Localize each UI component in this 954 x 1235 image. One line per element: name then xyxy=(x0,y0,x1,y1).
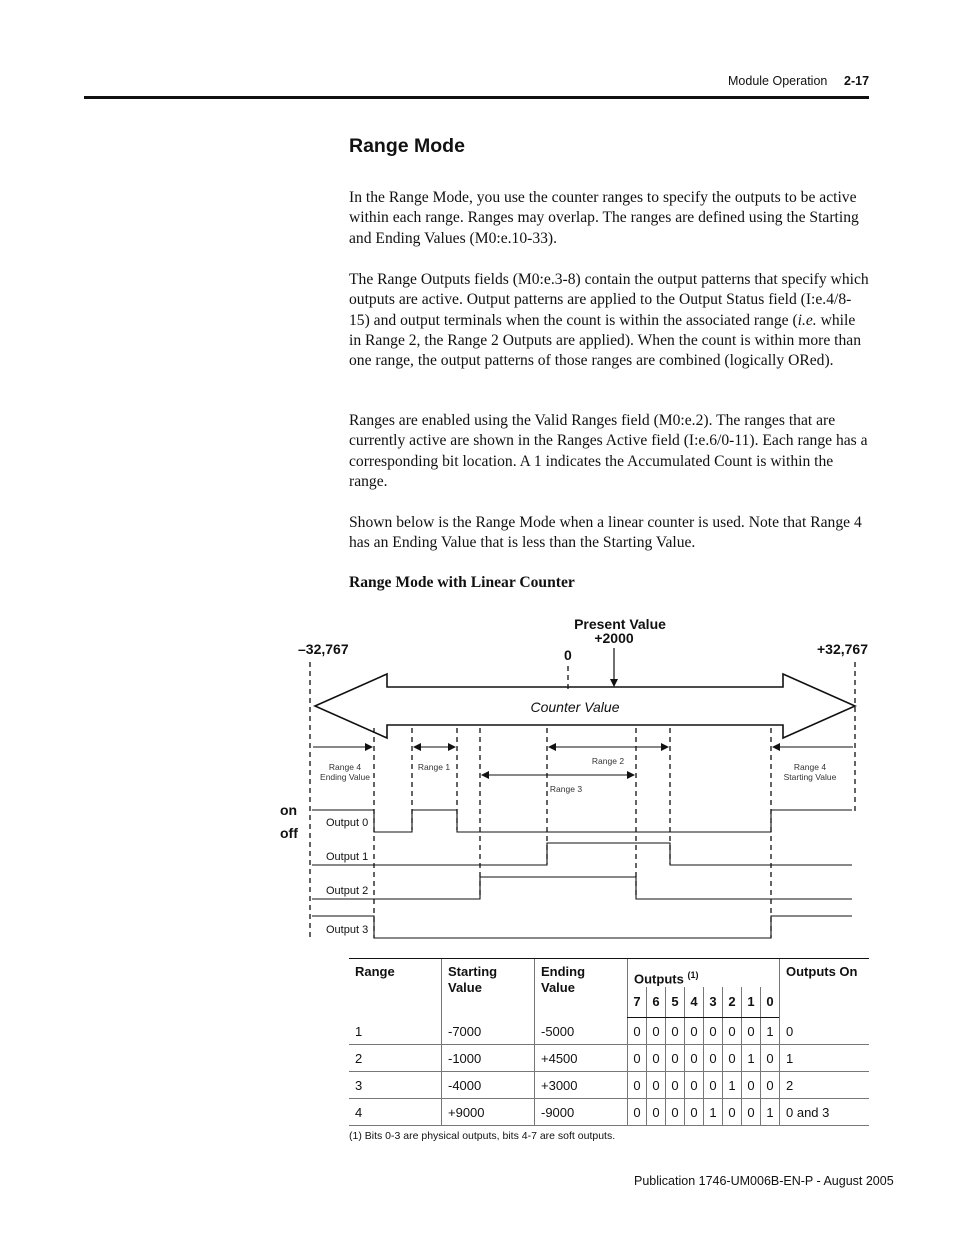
bit-header: 0 xyxy=(761,987,780,1018)
table-row xyxy=(349,1045,869,1072)
cell-bit: 1 xyxy=(723,1072,742,1099)
cell-bit: 0 xyxy=(685,1045,704,1072)
cell-range: 3 xyxy=(349,1072,442,1099)
cell-bit: 0 xyxy=(704,1072,723,1099)
bit-header: 1 xyxy=(742,987,761,1018)
table-row xyxy=(349,1072,869,1099)
cell-bit: 0 xyxy=(628,1099,647,1126)
range2-label: Range 2 xyxy=(591,756,625,766)
present-value-label: Present Value xyxy=(574,616,666,632)
cell-bit: 0 xyxy=(723,1045,742,1072)
cell-start: -7000 xyxy=(442,1018,535,1045)
paragraph-3: Ranges are enabled using the Valid Ranges field (M0:e.2). The ranges that are currently active are shown in the Ranges Active field (I:e.6/0-11). Each range has a corresponding bit location. A 1 indicates the Accumulated Count is within the range. xyxy=(349,412,868,490)
cell-end: -9000 xyxy=(535,1099,628,1126)
range3-label: Range 3 xyxy=(549,784,583,794)
col-range-header: Range xyxy=(349,959,442,1018)
cell-bit: 0 xyxy=(628,1045,647,1072)
cell-bit: 0 xyxy=(704,1018,723,1045)
cell-bit: 0 xyxy=(742,1099,761,1126)
cell-bit: 0 xyxy=(647,1018,666,1045)
header-page-number: 2-17 xyxy=(844,74,870,88)
table-row xyxy=(349,1018,869,1045)
cell-bit: 0 xyxy=(666,1018,685,1045)
cell-bit: 1 xyxy=(704,1099,723,1126)
paragraph-1: In the Range Mode, you use the counter ranges to specify the outputs to be active within each range. Ranges may overlap. The ranges are defined using the Starting and Ending Values (M0:e.10-33). xyxy=(349,189,859,247)
cell-bit: 0 xyxy=(647,1099,666,1126)
cell-bit: 0 xyxy=(666,1045,685,1072)
output3-label: Output 3 xyxy=(326,924,369,936)
bit-header: 3 xyxy=(704,987,723,1018)
output0-label: Output 0 xyxy=(326,817,369,829)
figure-title: Range Mode with Linear Counter xyxy=(349,574,575,591)
cell-bit: 1 xyxy=(761,1099,780,1126)
cell-end: -5000 xyxy=(535,1018,628,1045)
paragraph-2: The Range Outputs fields (M0:e.3-8) contain the output patterns that specify which outputs are active. Output patterns are applied to the Output Status field (I:e.4/8-15) and output terminals when the count is within the associated range (i.e. while in Range 2, the Range 2 Outputs are applied). When the count is within more than one range, the output patterns of those ranges are combined (logically ORed). xyxy=(349,271,869,370)
counter-value-label: Counter Value xyxy=(530,699,620,715)
range1-label: Range 1 xyxy=(417,762,451,772)
col-outputs-header: Outputs $^{(1)}$ xyxy=(628,959,780,988)
range4-start-label-2: Starting Value xyxy=(783,772,837,782)
cell-bit: 0 xyxy=(685,1072,704,1099)
cell-end: +3000 xyxy=(535,1072,628,1099)
publication-footer: Publication 1746-UM006B-EN-P - August 2005 xyxy=(634,1174,894,1188)
cell-bit: 0 xyxy=(704,1045,723,1072)
cell-outputs-on: 1 xyxy=(780,1045,870,1072)
zero-label: 0 xyxy=(564,647,572,663)
col-start-header: Starting Value xyxy=(442,959,535,1018)
output2-label: Output 2 xyxy=(326,885,369,897)
cell-bit: 0 xyxy=(742,1018,761,1045)
cell-bit: 1 xyxy=(761,1018,780,1045)
bit-header: 5 xyxy=(666,987,685,1018)
off-label: off xyxy=(280,825,298,841)
header-section: Module Operation xyxy=(728,74,828,88)
present-value-number: +2000 xyxy=(594,630,634,646)
col-end-header: Ending Value xyxy=(535,959,628,1018)
cell-bit: 0 xyxy=(723,1018,742,1045)
cell-bit: 0 xyxy=(647,1045,666,1072)
col-outputs-on-header: Outputs On xyxy=(780,959,870,1018)
cell-range: 4 xyxy=(349,1099,442,1126)
cell-bit: 0 xyxy=(685,1018,704,1045)
bit-header: 2 xyxy=(723,987,742,1018)
cell-start: +9000 xyxy=(442,1099,535,1126)
bit-header: 7 xyxy=(628,987,647,1018)
bit-header: 4 xyxy=(685,987,704,1018)
cell-range: 2 xyxy=(349,1045,442,1072)
cell-bit: 0 xyxy=(742,1072,761,1099)
range4-end-label-1: Range 4 xyxy=(328,762,362,772)
cell-bit: 0 xyxy=(647,1072,666,1099)
max-value-label: +32,767 xyxy=(817,641,868,657)
bit-header: 6 xyxy=(647,987,666,1018)
min-value-label: –32,767 xyxy=(298,641,349,657)
section-title: Range Mode xyxy=(349,135,465,157)
output2-waveform xyxy=(312,877,852,899)
cell-bit: 0 xyxy=(723,1099,742,1126)
cell-bit: 0 xyxy=(628,1072,647,1099)
cell-start: -4000 xyxy=(442,1072,535,1099)
range4-start-label-1: Range 4 xyxy=(793,762,827,772)
cell-bit: 0 xyxy=(628,1018,647,1045)
range4-end-label-2: Ending Value xyxy=(320,772,370,782)
cell-start: -1000 xyxy=(442,1045,535,1072)
output1-label: Output 1 xyxy=(326,851,369,863)
cell-outputs-on: 0 xyxy=(780,1018,870,1045)
cell-bit: 0 xyxy=(761,1072,780,1099)
on-label: on xyxy=(280,802,298,818)
output0-waveform xyxy=(312,810,852,832)
cell-outputs-on: 0 and 3 xyxy=(780,1099,870,1126)
cell-range: 1 xyxy=(349,1018,442,1045)
cell-bit: 0 xyxy=(666,1099,685,1126)
range-table xyxy=(349,958,869,1126)
table-footnote: (1) Bits 0-3 are physical outputs, bits 4-7 are soft outputs. xyxy=(349,1130,616,1142)
table-row xyxy=(349,1099,869,1126)
cell-end: +4500 xyxy=(535,1045,628,1072)
cell-bit: 1 xyxy=(742,1045,761,1072)
output3-waveform xyxy=(312,916,852,938)
cell-bit: 0 xyxy=(685,1099,704,1126)
cell-bit: 0 xyxy=(761,1045,780,1072)
cell-outputs-on: 2 xyxy=(780,1072,870,1099)
paragraph-4: Shown below is the Range Mode when a linear counter is used. Note that Range 4 has an Ending Value that is less than the Starting Value. xyxy=(349,514,862,552)
cell-bit: 0 xyxy=(666,1072,685,1099)
